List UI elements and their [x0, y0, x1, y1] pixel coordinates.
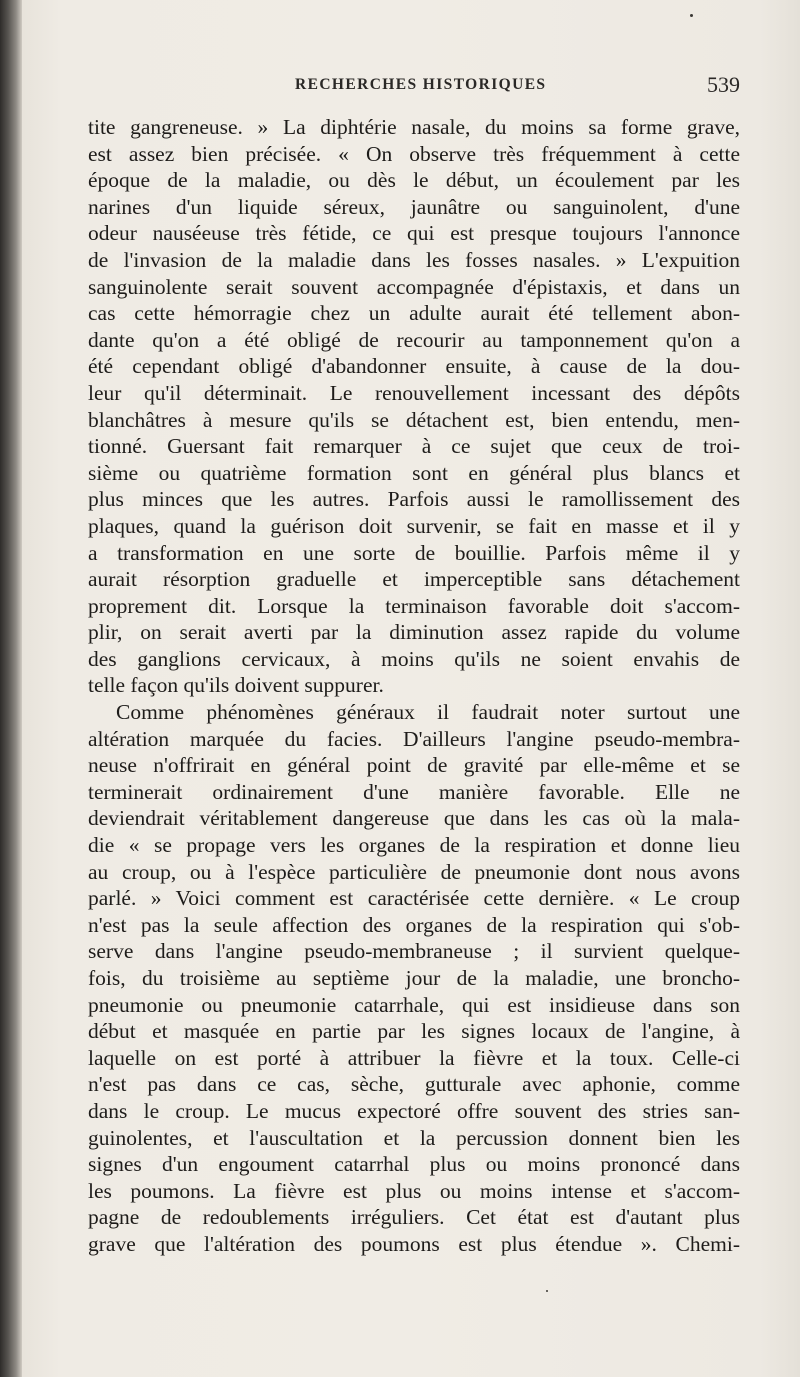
text-line: cas cette hémorragie chez un adulte aurait été tellement abon-	[88, 301, 740, 326]
text-line: est assez bien précisée. « On observe très fréquemment à cette	[88, 141, 740, 166]
text-line: blanchâtres à mesure qu'ils se détachent est, bien entendu, men-	[88, 407, 740, 432]
text-line: tite gangreneuse. » La diphtérie nasale, du moins sa forme grave,	[88, 115, 740, 139]
paragraph-end-line: telle façon qu'ils doivent suppurer.	[88, 673, 384, 698]
text-line: die « se propage vers les organes de la respiration et donne lieu	[88, 833, 740, 858]
text-line: des ganglions cervicaux, à moins qu'ils ne soient envahis de	[88, 646, 740, 671]
text-line: pagne de redoublements irréguliers. Cet état est d'autant plus	[88, 1205, 740, 1230]
text-line: plaques, quand la guérison doit survenir, se fait en masse et il y	[88, 513, 740, 538]
text-line: aurait résorption graduelle et imperceptible sans détachement	[88, 567, 740, 592]
text-line: neuse n'offrirait en général point de gravité par elle-même et se	[88, 753, 740, 778]
text-line: tionné. Guersant fait remarquer à ce sujet que ceux de troi-	[88, 434, 740, 459]
text-line: pneumonie ou pneumonie catarrhale, qui est insidieuse dans son	[88, 992, 740, 1017]
text-line: parlé. » Voici comment est caractérisée cette dernière. « Le croup	[88, 886, 740, 911]
text-line: de l'invasion de la maladie dans les fosses nasales. » L'expuition	[88, 247, 740, 272]
body-text	[88, 114, 740, 1258]
page-header	[90, 72, 740, 102]
text-line: n'est pas dans ce cas, sèche, gutturale avec aphonie, comme	[88, 1072, 740, 1097]
text-line: proprement dit. Lorsque la terminaison favorable doit s'accom-	[88, 593, 740, 618]
ink-speck	[690, 14, 693, 17]
text-line: les poumons. La fièvre est plus ou moins intense et s'accom-	[88, 1178, 740, 1203]
text-line: plus minces que les autres. Parfois aussi le ramollissement des	[88, 487, 740, 512]
text-line: dans le croup. Le mucus expectoré offre souvent des stries san-	[88, 1098, 740, 1123]
text-line: signes d'un engoument catarrhal plus ou moins prononcé dans	[88, 1152, 740, 1177]
running-head: RECHERCHES HISTORIQUES	[295, 76, 547, 93]
text-line: sanguinolente serait souvent accompagnée d'épistaxis, et dans un	[88, 274, 740, 299]
text-line: deviendrait véritablement dangereuse que dans les cas où la mala-	[88, 806, 740, 831]
text-line: été cependant obligé d'abandonner ensuite, à cause de la dou-	[88, 354, 740, 379]
page-number: 539	[707, 72, 740, 97]
book-spine-shadow	[0, 0, 22, 1377]
text-line: grave que l'altération des poumons est plus étendue ». Chemi-	[88, 1231, 740, 1256]
ink-speck	[546, 1290, 548, 1292]
text-line: fois, du troisième au septième jour de la maladie, une broncho-	[88, 966, 740, 990]
text-line: laquelle on est porté à attribuer la fièvre et la toux. Celle-ci	[88, 1045, 740, 1070]
text-line: serve dans l'angine pseudo-membraneuse ; il survient quelque-	[88, 939, 740, 964]
text-line: époque de la maladie, ou dès le début, un écoulement par les	[88, 168, 740, 193]
text-line: a transformation en une sorte de bouillie. Parfois même il y	[88, 540, 740, 565]
text-line: narines d'un liquide séreux, jaunâtre ou sanguinolent, d'une	[88, 194, 740, 219]
paragraph-start-line: Comme phénomènes généraux il faudrait noter surtout une	[116, 700, 740, 725]
text-line: début et masquée en partie par les signes locaux de l'angine, à	[88, 1019, 740, 1044]
text-line: terminerait ordinairement d'une manière favorable. Elle ne	[88, 779, 740, 804]
text-line: n'est pas la seule affection des organes de la respiration qui s'ob-	[88, 912, 740, 937]
text-line: dante qu'on a été obligé de recourir au tamponnement qu'on a	[88, 327, 740, 352]
text-line: plir, on serait averti par la diminution assez rapide du volume	[88, 620, 740, 645]
text-line: altération marquée du facies. D'ailleurs l'angine pseudo-membra-	[88, 726, 740, 751]
text-line: guinolentes, et l'auscultation et la percussion donnent bien les	[88, 1125, 740, 1150]
text-line: sième ou quatrième formation sont en général plus blancs et	[88, 460, 740, 485]
text-line: odeur nauséeuse très fétide, ce qui est presque toujours l'annonce	[88, 221, 740, 246]
text-line: au croup, ou à l'espèce particulière de pneumonie dont nous avons	[88, 859, 740, 884]
text-line: leur qu'il déterminait. Le renouvellement incessant des dépôts	[88, 380, 740, 405]
